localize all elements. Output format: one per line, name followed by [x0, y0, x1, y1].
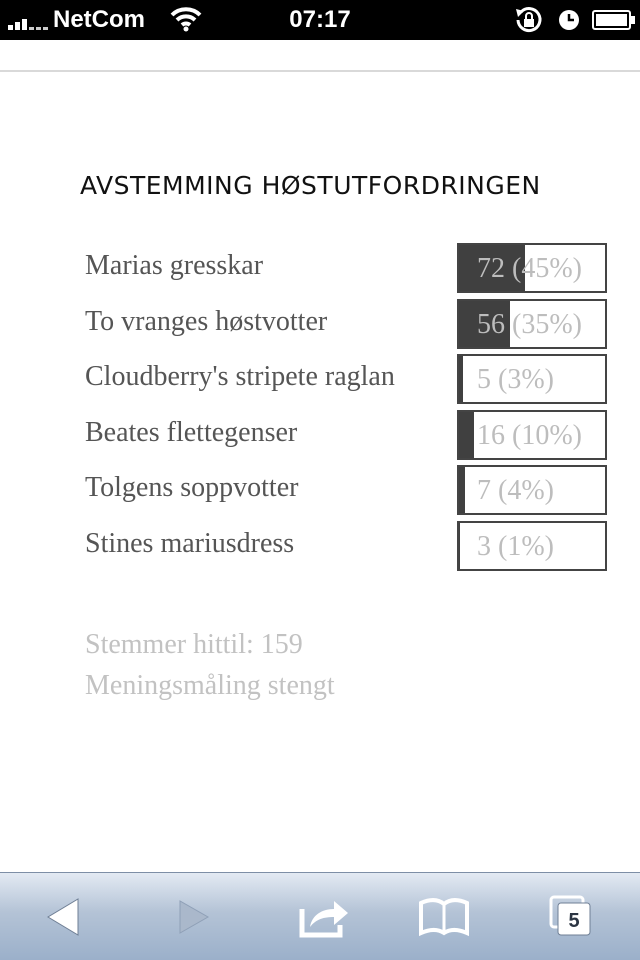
vote-bar-fill — [459, 523, 460, 569]
share-icon — [298, 891, 352, 943]
poll-option-label: Beates flettegenser — [85, 416, 298, 448]
vote-count: 3 (1%) — [477, 530, 554, 562]
back-button[interactable] — [44, 891, 84, 943]
poll-option — [85, 298, 610, 354]
vote-bar — [457, 299, 607, 349]
vote-count: 5 (3%) — [477, 364, 554, 395]
forward-icon — [174, 891, 214, 943]
vote-bar-fill — [459, 412, 474, 458]
forward-button[interactable] — [174, 891, 214, 943]
poll-status: Meningsmåling stengt — [85, 670, 335, 701]
vote-bar — [457, 521, 607, 571]
poll-option — [85, 409, 610, 465]
poll-option-label: Cloudberry's stripete raglan — [85, 361, 395, 392]
rotation-lock-icon — [512, 6, 546, 34]
vote-bar-fill — [459, 356, 463, 402]
poll-results — [85, 242, 610, 575]
poll-option-label: To vranges høstvotter — [85, 305, 328, 337]
poll-option — [85, 464, 610, 520]
tabs-count: 5 — [568, 910, 580, 932]
vote-count: 16 (10%) — [477, 419, 582, 451]
poll-option-label: Tolgens soppvotter — [85, 472, 299, 503]
share-button[interactable] — [298, 891, 352, 943]
vote-count: 7 (4%) — [477, 475, 554, 506]
status-bar — [0, 0, 640, 40]
poll-option-label: Stines mariusdress — [85, 527, 295, 559]
status-time: 07:17 — [289, 6, 351, 33]
browser-toolbar — [0, 872, 640, 960]
poll-footer — [85, 624, 335, 706]
poll-option — [85, 520, 610, 576]
tabs-button[interactable] — [548, 891, 594, 943]
vote-bar — [457, 465, 607, 515]
total-votes: Stemmer hittil: 159 — [85, 629, 303, 660]
poll-option — [85, 242, 610, 298]
vote-bar — [457, 243, 607, 293]
poll-option-label: Marias gresskar — [85, 250, 264, 281]
carrier-name: NetCom — [53, 6, 146, 33]
vote-bar — [457, 354, 607, 404]
battery-icon — [592, 10, 636, 30]
bookmarks-icon — [418, 891, 470, 943]
poll-title: AVSTEMMING HØSTUTFORDRINGEN — [80, 171, 541, 200]
alarm-icon — [558, 9, 580, 31]
vote-bar-fill — [459, 467, 465, 513]
poll-option — [85, 353, 610, 409]
vote-count: 56 (35%) — [477, 308, 582, 340]
vote-bar — [457, 410, 607, 460]
bookmarks-button[interactable] — [418, 891, 470, 943]
vote-count: 72 (45%) — [477, 253, 582, 284]
page-header-area — [0, 40, 640, 72]
back-icon — [44, 891, 84, 943]
